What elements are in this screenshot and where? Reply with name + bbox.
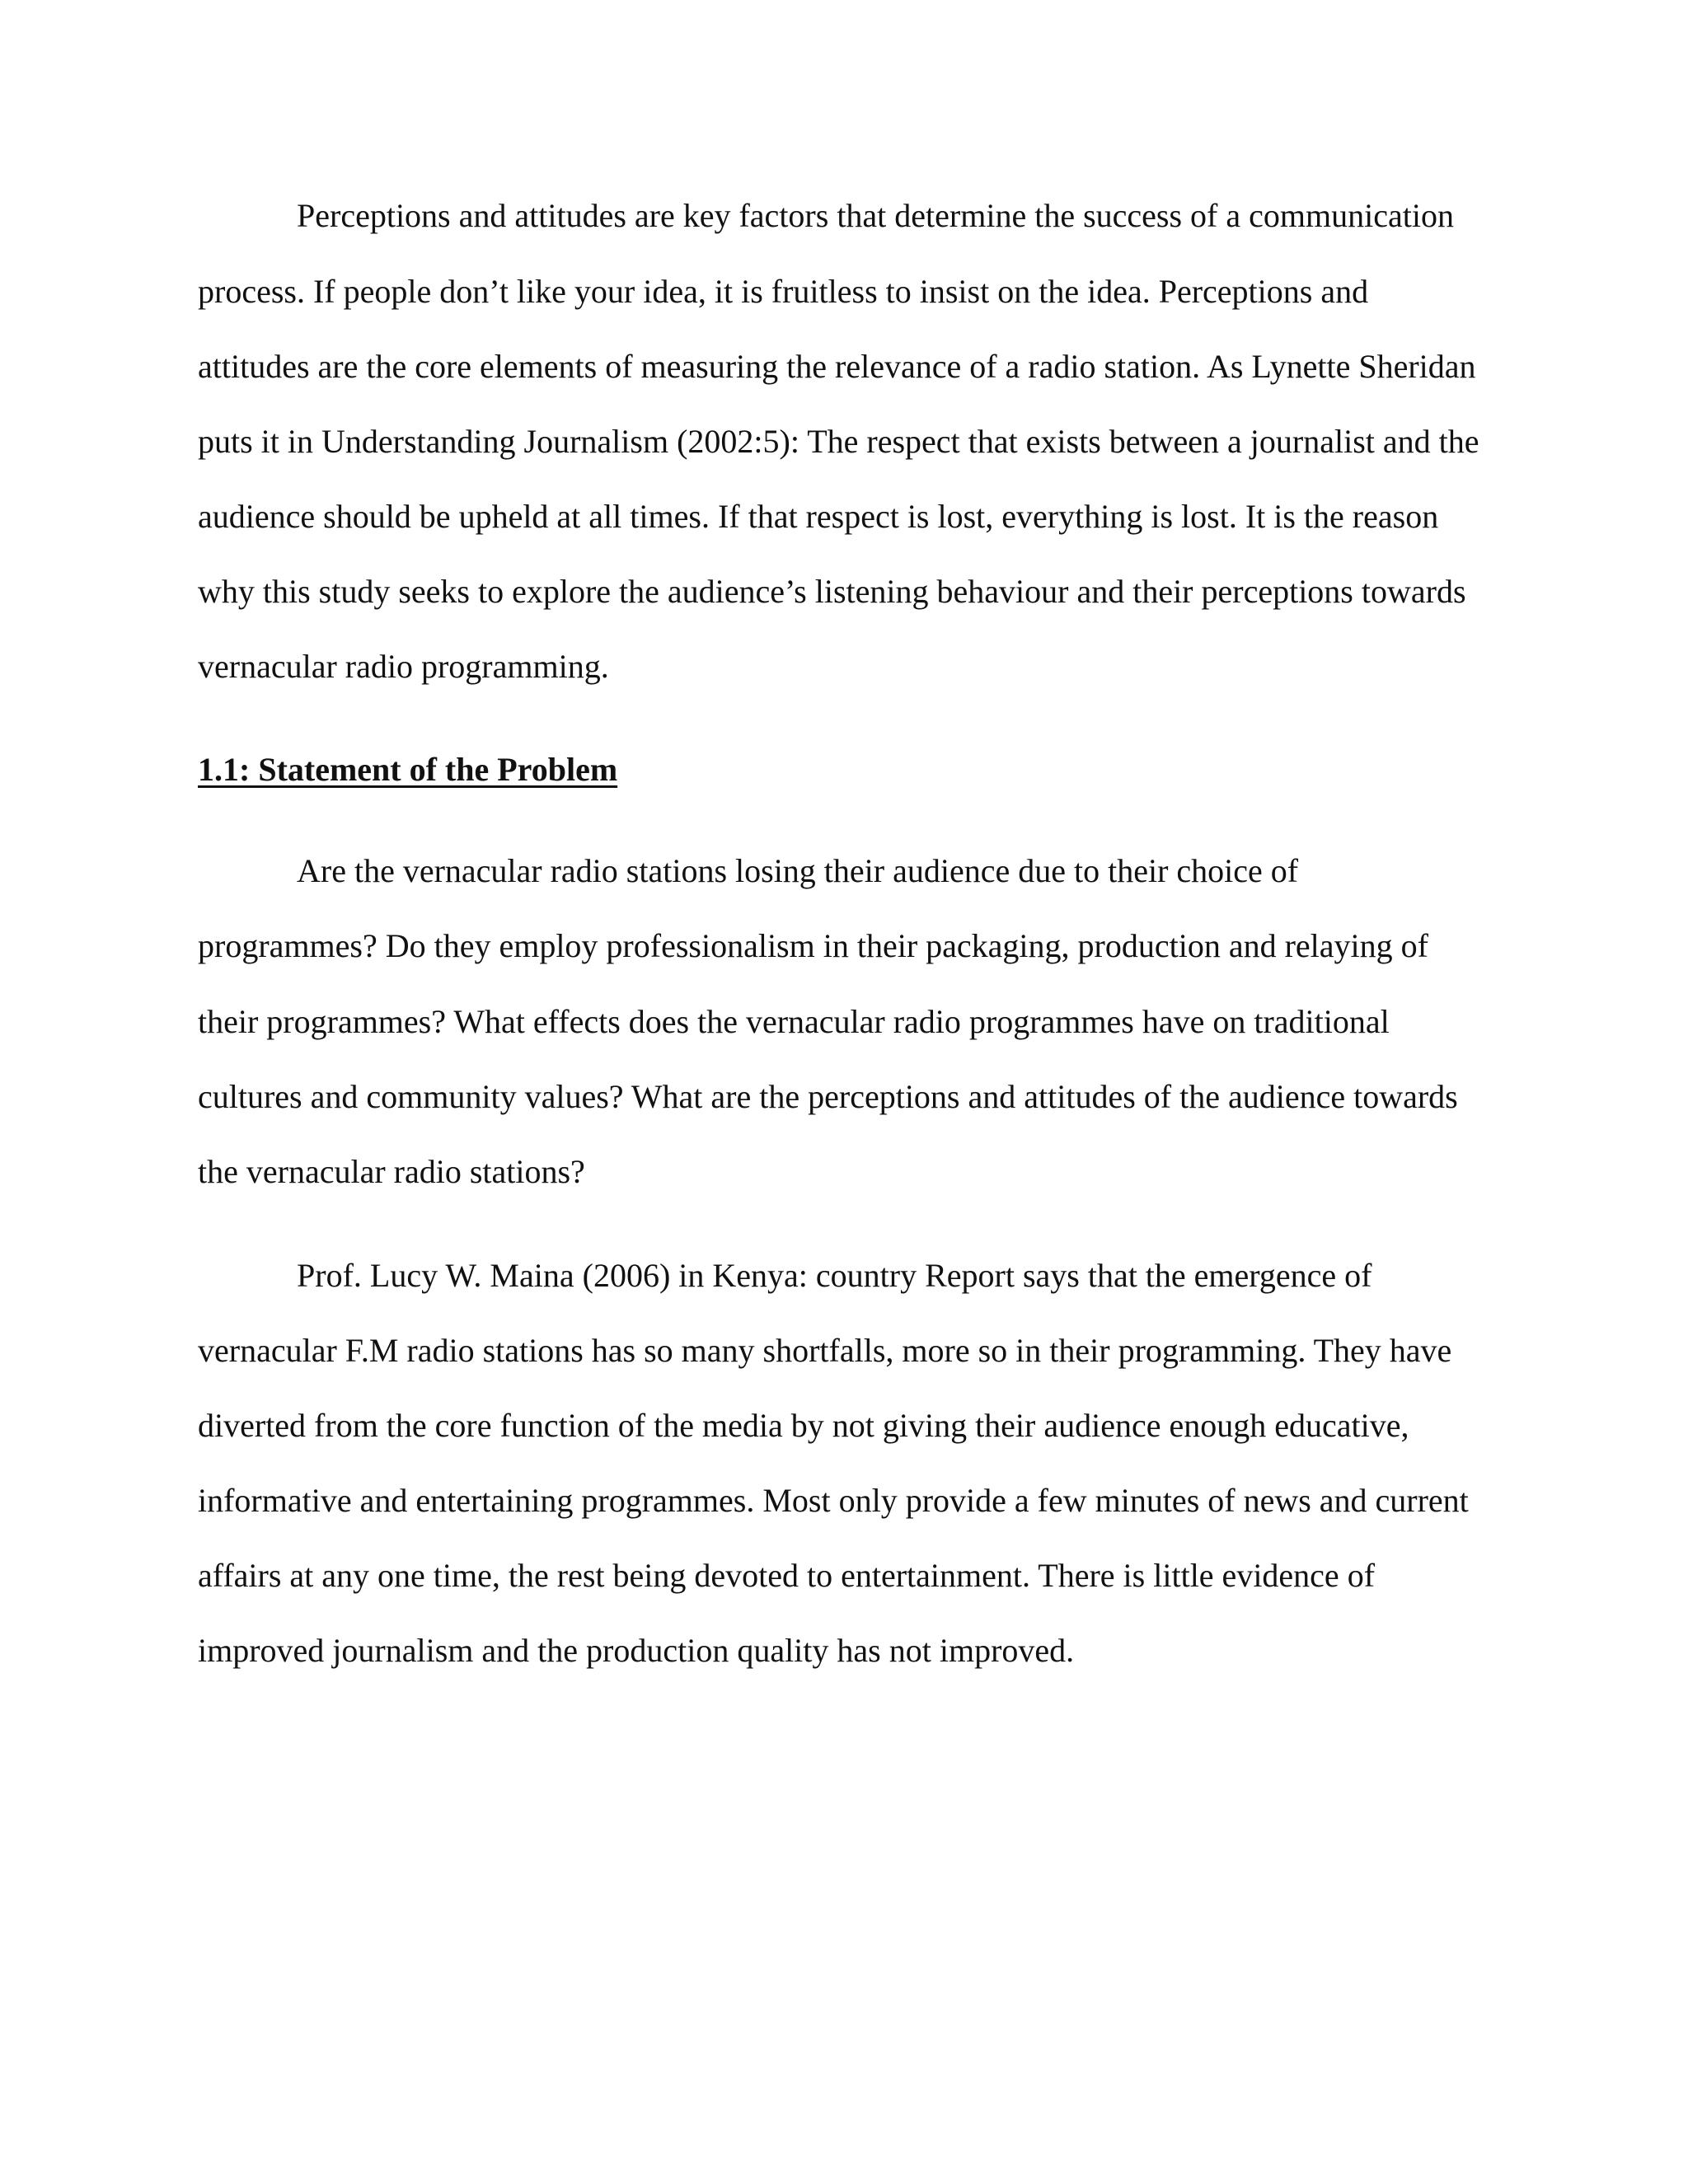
paragraph-1-line-4: puts it in Understanding Journalism (2002:5): The respect that exists between a journalist and the (198, 423, 1479, 460)
paragraph-3-line-4: informative and entertaining programmes. Most only provide a few minutes of news and current (198, 1482, 1469, 1519)
paragraph-1-line-6: why this study seeks to explore the audience’s listening behaviour and their perceptions towards (198, 573, 1466, 610)
paragraph-3-line-5: affairs at any one time, the rest being devoted to entertainment. There is little evidence of (198, 1557, 1376, 1594)
paragraph-3-line-2: vernacular F.M radio stations has so many shortfalls, more so in their programming. They have (198, 1332, 1452, 1369)
paragraph-2-line-2: programmes? Do they employ professionalism in their packaging, production and relaying of (198, 927, 1428, 964)
paragraph-1-line-1: Perceptions and attitudes are key factors that determine the success of a communication (297, 197, 1454, 234)
paragraph-1-line-5: audience should be upheld at all times. If that respect is lost, everything is lost. It is the reason (198, 498, 1439, 535)
paragraph-1-line-2: process. If people don’t like your idea, it is fruitless to insist on the idea. Perceptions and (198, 273, 1369, 310)
paragraph-2-line-1: Are the vernacular radio stations losing their audience due to their choice of (297, 852, 1299, 889)
paragraph-1-line-3: attitudes are the core elements of measuring the relevance of a radio station. As Lynette Sheridan (198, 348, 1476, 385)
paragraph-3-line-3: diverted from the core function of the media by not giving their audience enough educative, (198, 1407, 1409, 1444)
paragraph-2-line-4: cultures and community values? What are the perceptions and attitudes of the audience towards (198, 1078, 1458, 1115)
paragraph-1-line-7: vernacular radio programming. (198, 648, 609, 685)
paragraph-3-line-1: Prof. Lucy W. Maina (2006) in Kenya: country Report says that the emergence of (297, 1257, 1372, 1294)
section-heading: 1.1: Statement of the Problem (198, 751, 618, 788)
paragraph-2-line-5: the vernacular radio stations? (198, 1153, 585, 1190)
paragraph-3-line-6: improved journalism and the production quality has not improved. (198, 1632, 1075, 1669)
paragraph-2-line-3: their programmes? What effects does the vernacular radio programmes have on traditional (198, 1003, 1390, 1040)
